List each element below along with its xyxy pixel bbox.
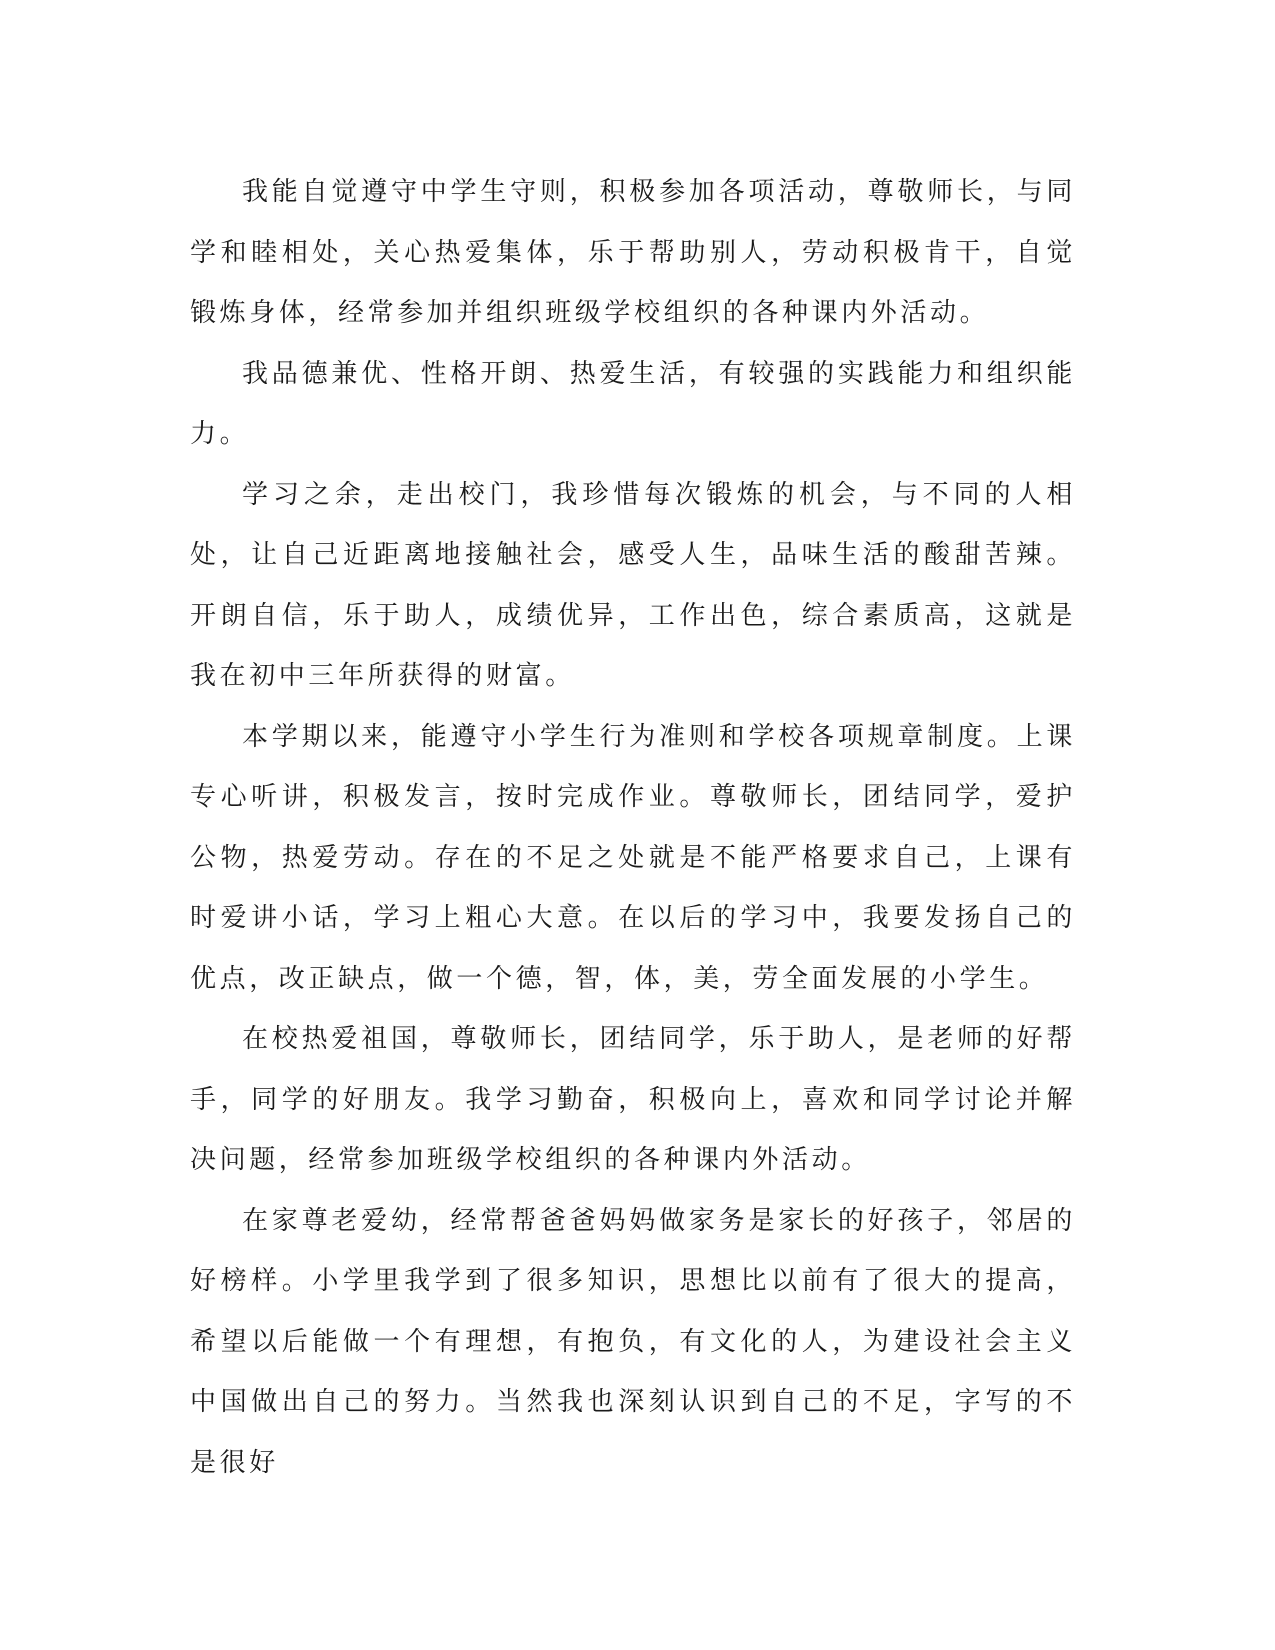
paragraph-6: 在家尊老爱幼，经常帮爸爸妈妈做家务是家长的好孩子，邻居的好榜样。小学里我学到了很多知识，思想比以前有了很大的提高，希望以后能做一个有理想，有抱负，有文化的人，为建设社会主义中国做出自己的努力。当然我也深刻认识到自己的不足，字写的不是很好 (190, 1205, 1076, 1478)
paragraph-5: 在校热爱祖国，尊敬师长，团结同学，乐于助人，是老师的好帮手，同学的好朋友。我学习勤奋，积极向上，喜欢和同学讨论并解决问题，经常参加班级学校组织的各种课内外活动。 (190, 1024, 1076, 1175)
paragraph-4: 本学期以来，能遵守小学生行为准则和学校各项规章制度。上课专心听讲，积极发言，按时完成作业。尊敬师长，团结同学，爱护公物，热爱劳动。存在的不足之处就是不能严格要求自己，上课有时爱讲小话，学习上粗心大意。在以后的学习中，我要发扬自己的优点，改正缺点，做一个德，智，体，美，劳全面发展的小学生。 (190, 721, 1076, 994)
paragraph-3: 学习之余，走出校门，我珍惜每次锻炼的机会，与不同的人相处，让自己近距离地接触社会，感受人生，品味生活的酸甜苦辣。开朗自信，乐于助人，成绩优异，工作出色，综合素质高，这就是我在初中三年所获得的财富。 (190, 479, 1076, 691)
paragraph-2: 我品德兼优、性格开朗、热爱生活，有较强的实践能力和组织能力。 (190, 358, 1076, 449)
paragraph-1: 我能自觉遵守中学生守则，积极参加各项活动，尊敬师长，与同学和睦相处，关心热爱集体，乐于帮助别人，劳动积极肯干，自觉锻炼身体，经常参加并组织班级学校组织的各种课内外活动。 (190, 177, 1076, 328)
document-body (190, 162, 1076, 1493)
